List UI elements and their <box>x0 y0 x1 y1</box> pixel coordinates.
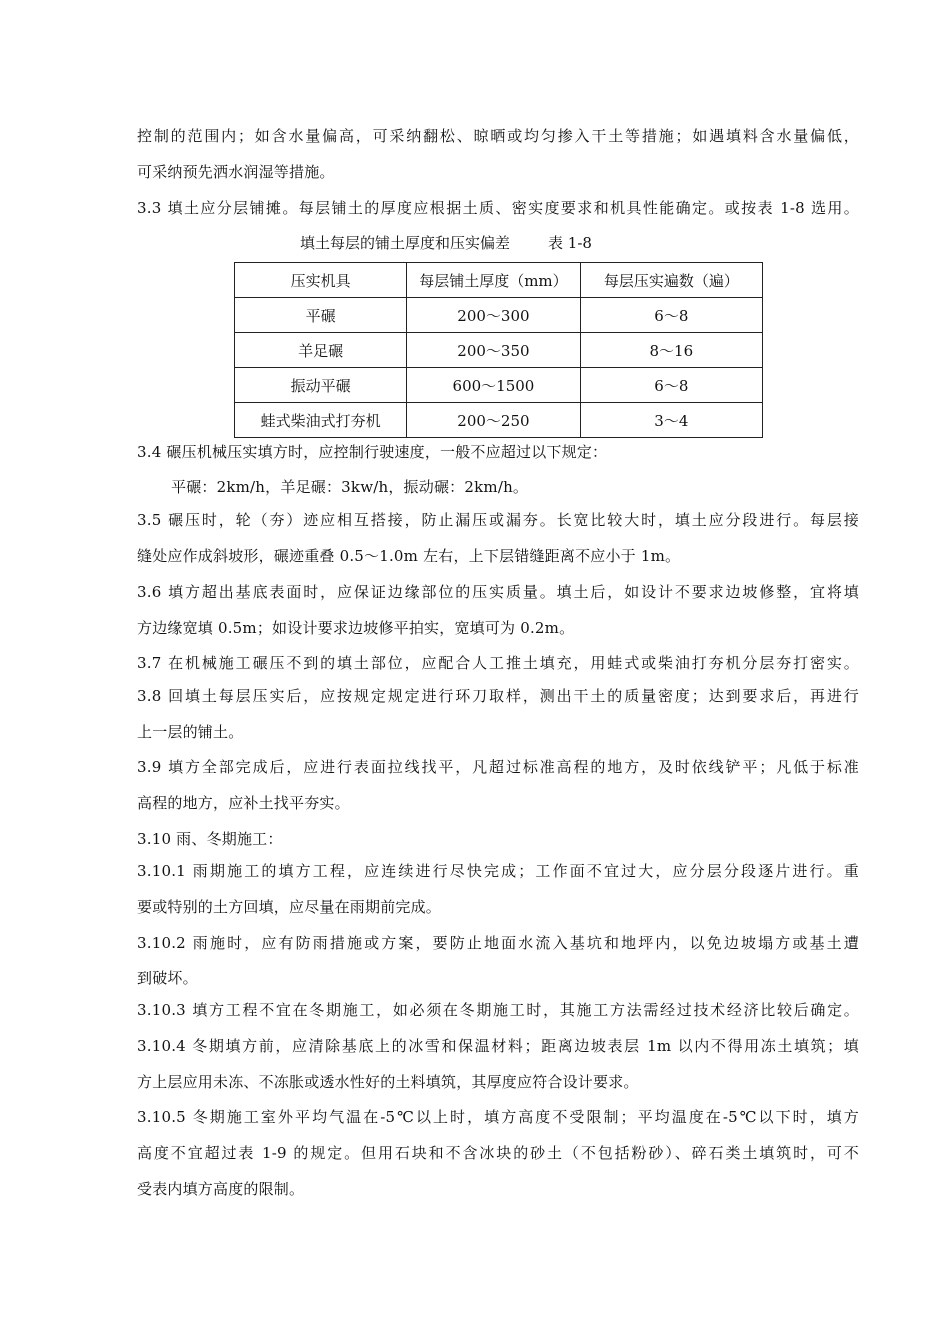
table-cell: 8～16 <box>580 333 762 368</box>
paragraph-line: 高程的地方，应补土找平夯实。 <box>137 794 350 812</box>
table-caption <box>300 233 592 253</box>
section-3-10-2: 3.10.2 雨施时，应有防雨措施或方案，要防止地面水流入基坑和地坪内，以免边坡塌方或基土遭 <box>137 934 859 952</box>
speed-limits: 平碾：2km/h，羊足碾：3kw/h，振动碾：2km/h。 <box>171 478 529 496</box>
section-3-6: 3.6 填方超出基底表面时，应保证边缘部位的压实质量。填土后，如设计不要求边坡修整，宜将填 <box>137 583 859 601</box>
table-header-cell: 压实机具 <box>235 263 407 298</box>
paragraph-line: 缝处应作成斜坡形，碾迹重叠 0.5～1.0m 左右，上下层错缝距离不应小于 1m。 <box>137 547 681 565</box>
paragraph-line: 受表内填方高度的限制。 <box>137 1180 305 1198</box>
table-cell: 200～350 <box>407 333 580 368</box>
section-3-10-3: 3.10.3 填方工程不宜在冬期施工，如必须在冬期施工时，其施工方法需经过技术经济比较后确定。 <box>137 1001 859 1019</box>
table-header-row <box>235 263 763 298</box>
paragraph-line: 控制的范围内；如含水量偏高，可采纳翻松、晾晒或均匀掺入干土等措施；如遇填料含水量偏低， <box>137 127 859 145</box>
table-row <box>235 403 763 438</box>
section-3-10: 3.10 雨、冬期施工： <box>137 830 283 848</box>
paragraph-line: 上一层的铺土。 <box>137 723 244 741</box>
section-3-3: 3.3 填土应分层铺摊。每层铺土的厚度应根据土质、密实度要求和机具性能确定。或按表 1-8 选用。 <box>137 199 859 217</box>
paragraph-line: 可采纳预先洒水润湿等措施。 <box>137 163 335 181</box>
table-cell: 200～250 <box>407 403 580 438</box>
section-3-10-1: 3.10.1 雨期施工的填方工程，应连续进行尽快完成；工作面不宜过大，应分层分段逐片进行。重 <box>137 862 859 880</box>
table-row <box>235 368 763 403</box>
section-3-9: 3.9 填方全部完成后，应进行表面拉线找平，凡超过标准高程的地方，及时依线铲平；凡低于标准 <box>137 758 859 776</box>
section-3-10-5: 3.10.5 冬期施工室外平均气温在-5℃以上时，填方高度不受限制；平均温度在-5℃以下时，填方 <box>137 1108 859 1126</box>
paragraph-line: 高度不宜超过表 1-9 的规定。但用石块和不含冰块的砂土（不包括粉砂）、碎石类土填筑时，可不 <box>137 1144 859 1162</box>
table-cell: 平碾 <box>235 298 407 333</box>
table-header-cell: 每层压实遍数（遍） <box>580 263 762 298</box>
section-3-10-4: 3.10.4 冬期填方前，应清除基底上的冰雪和保温材料；距离边坡表层 1m 以内不得用冻土填筑；填 <box>137 1037 859 1055</box>
table-cell: 羊足碾 <box>235 333 407 368</box>
section-3-4: 3.4 碾压机械压实填方时，应控制行驶速度，一般不应超过以下规定： <box>137 443 608 461</box>
section-3-5: 3.5 碾压时，轮（夯）迹应相互搭接，防止漏压或漏夯。长宽比较大时，填土应分段进行。每层接 <box>137 511 859 529</box>
table-caption-number: 表 1-8 <box>548 234 592 252</box>
paragraph-line: 方上层应用未冻、不冻胀或透水性好的土料填筑，其厚度应符合设计要求。 <box>137 1073 639 1091</box>
table-cell: 蛙式柴油式打夯机 <box>235 403 407 438</box>
paragraph-line: 到破坏。 <box>137 969 198 987</box>
fill-thickness-table <box>234 262 763 438</box>
table-cell: 振动平碾 <box>235 368 407 403</box>
table-row <box>235 298 763 333</box>
section-3-7: 3.7 在机械施工碾压不到的填土部位，应配合人工推土填充，用蛙式或柴油打夯机分层夯打密实。 <box>137 654 859 672</box>
section-3-8: 3.8 回填土每层压实后，应按规定规定进行环刀取样，测出干土的质量密度；达到要求后，再进行 <box>137 687 859 705</box>
table-cell: 3～4 <box>580 403 762 438</box>
table-header-cell: 每层铺土厚度（mm） <box>407 263 580 298</box>
paragraph-line: 要或特别的土方回填，应尽量在雨期前完成。 <box>137 898 442 916</box>
table-cell: 6～8 <box>580 298 762 333</box>
paragraph-line: 方边缘宽填 0.5m；如设计要求边坡修平拍实，宽填可为 0.2m。 <box>137 619 575 637</box>
table-cell: 6～8 <box>580 368 762 403</box>
table-cell: 600～1500 <box>407 368 580 403</box>
table-cell: 200～300 <box>407 298 580 333</box>
table-row <box>235 333 763 368</box>
table-caption-title: 填土每层的铺土厚度和压实偏差 <box>300 234 511 252</box>
